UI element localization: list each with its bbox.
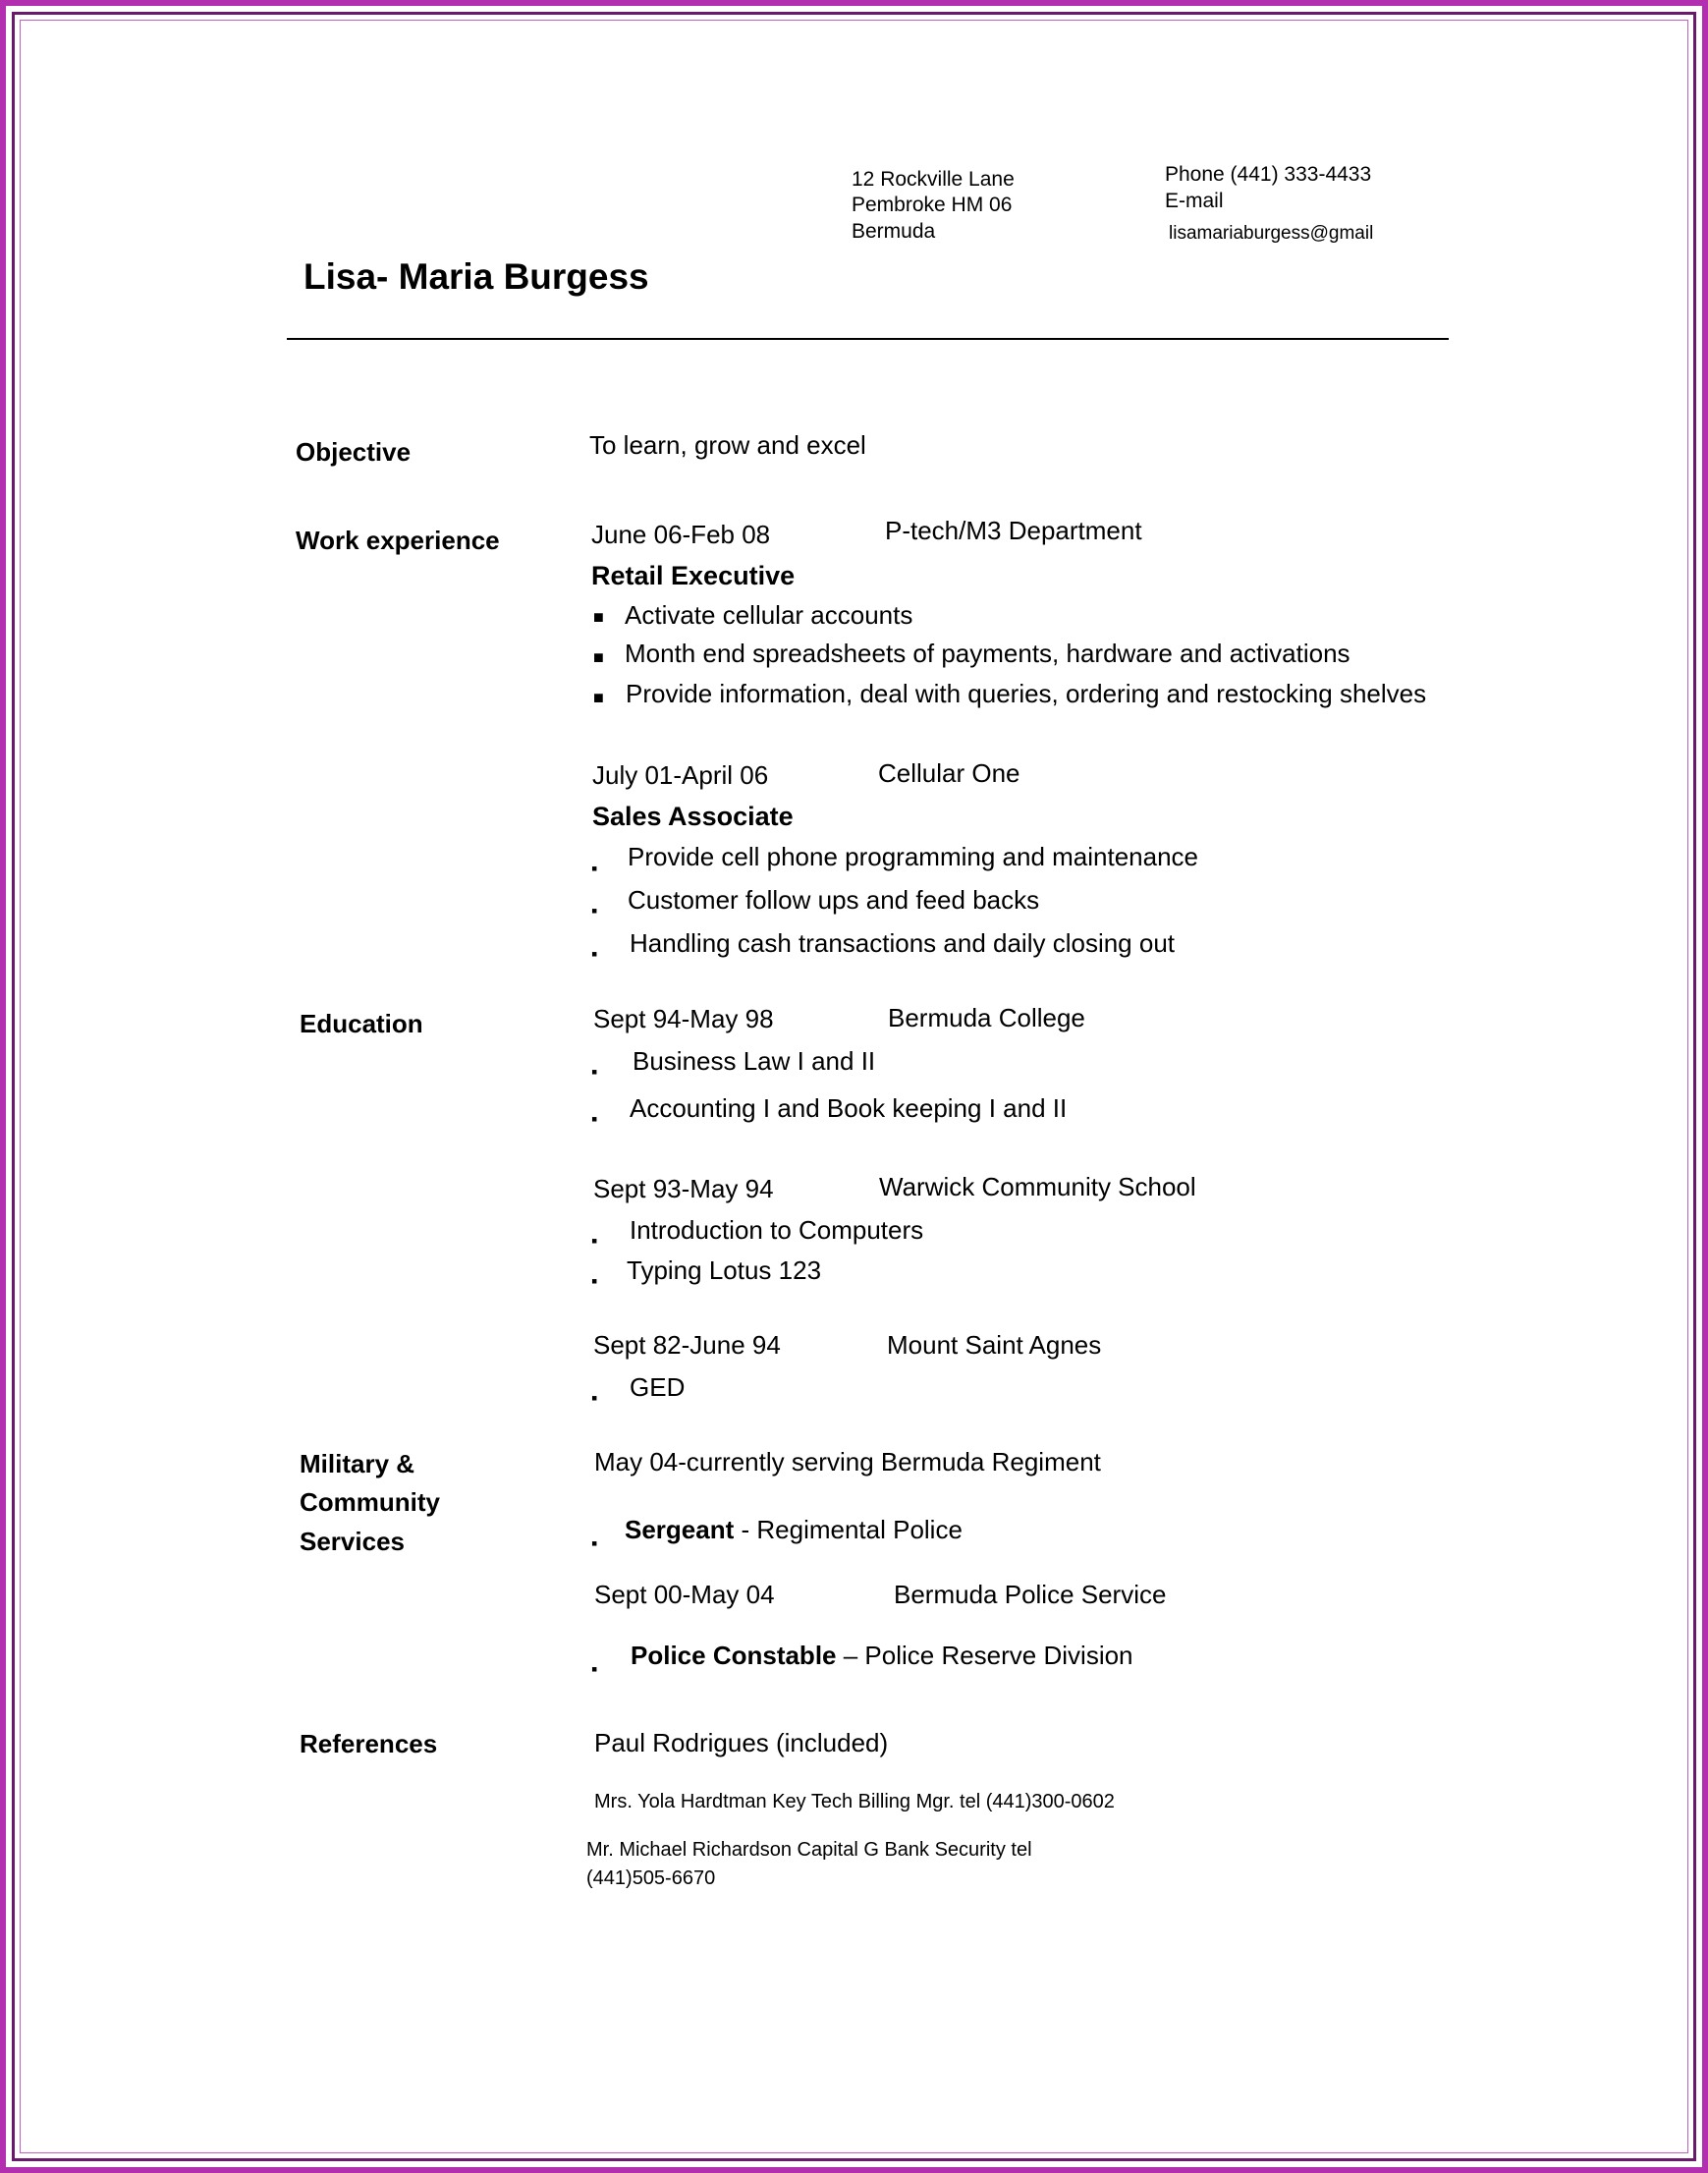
military-1-rank-line: [625, 1517, 963, 1542]
objective-text: To learn, grow and excel: [589, 430, 866, 460]
reference-3-phone: (441)505-6670: [586, 1867, 716, 1889]
job-1-dates: June 06-Feb 08: [591, 520, 771, 549]
job-2-bullet-2: Customer follow ups and feed backs: [628, 885, 1040, 915]
reference-3: Mr. Michael Richardson Capital G Bank Security tel: [586, 1839, 1032, 1861]
bullet-icon: ▪: [591, 1231, 598, 1251]
bullet-icon: ▪: [591, 1388, 598, 1408]
edu-1-bullet-2: Accounting I and Book keeping I and II: [630, 1093, 1068, 1123]
job-1-bullet-2: Month end spreadsheets of payments, hardware and activations: [625, 639, 1350, 668]
job-1-bullet-1: Activate cellular accounts: [625, 600, 913, 630]
bullet-icon: ▪: [591, 1271, 598, 1291]
military-2-rank-line: [631, 1643, 1133, 1668]
edu-3-dates: Sept 82-June 94: [593, 1330, 781, 1360]
military-2-dates: Sept 00-May 04: [594, 1580, 775, 1609]
references-heading: References: [300, 1729, 438, 1758]
candidate-name: Lisa- Maria Burgess: [303, 256, 649, 297]
bullet-icon: ■: [593, 647, 604, 667]
bullet-icon: ▪: [591, 901, 598, 920]
military-1-rank: Sergeant: [625, 1515, 735, 1544]
edu-1-bullet-1: Business Law I and II: [633, 1046, 876, 1076]
military-2-org: Bermuda Police Service: [894, 1580, 1167, 1609]
email-label: E-mail: [1165, 190, 1224, 212]
job-1-bullet-3: Provide information, deal with queries, ordering and restocking shelves: [626, 679, 1427, 708]
military-heading-line-3: Services: [300, 1527, 405, 1556]
edu-3-bullet-1: GED: [630, 1372, 686, 1402]
edu-1-dates: Sept 94-May 98: [593, 1004, 774, 1033]
job-2-bullet-3: Handling cash transactions and daily closing out: [630, 928, 1176, 958]
bullet-icon: ■: [593, 607, 604, 627]
phone: Phone (441) 333-4433: [1165, 163, 1372, 186]
address-line-3: Bermuda: [852, 220, 936, 243]
edu-3-school: Mount Saint Agnes: [887, 1330, 1102, 1360]
bullet-icon: ▪: [591, 1659, 598, 1679]
bullet-icon: ▪: [591, 1533, 598, 1553]
military-2-rank: Police Constable: [631, 1641, 837, 1670]
bullet-icon: ▪: [591, 859, 598, 878]
job-1-title: Retail Executive: [591, 561, 796, 590]
edu-2-dates: Sept 93-May 94: [593, 1174, 774, 1203]
edu-2-bullet-1: Introduction to Computers: [630, 1215, 924, 1245]
bullet-icon: ▪: [591, 1109, 598, 1129]
bullet-icon: ■: [593, 688, 604, 707]
job-2-dates: July 01-April 06: [592, 760, 769, 790]
reference-1: Paul Rodrigues (included): [594, 1728, 889, 1757]
edu-2-bullet-2: Typing Lotus 123: [627, 1255, 822, 1285]
job-1-org: P-tech/M3 Department: [885, 516, 1142, 545]
military-heading-line-1: Military &: [300, 1449, 415, 1478]
job-2-org: Cellular One: [878, 758, 1020, 788]
address-line-1: 12 Rockville Lane: [852, 168, 1015, 191]
work-heading: Work experience: [296, 526, 500, 555]
military-heading-line-2: Community: [300, 1487, 440, 1517]
reference-2: Mrs. Yola Hardtman Key Tech Billing Mgr. tel (441)300-0602: [594, 1791, 1115, 1812]
military-1-detail: - Regimental Police: [734, 1515, 963, 1544]
military-2-detail: – Police Reserve Division: [836, 1641, 1133, 1670]
education-heading: Education: [300, 1009, 423, 1038]
objective-heading: Objective: [296, 437, 412, 467]
address-line-2: Pembroke HM 06: [852, 194, 1013, 216]
edu-1-school: Bermuda College: [888, 1003, 1085, 1032]
bullet-icon: ▪: [591, 944, 598, 964]
bullet-icon: ▪: [591, 1062, 598, 1082]
job-2-title: Sales Associate: [592, 802, 794, 831]
header-divider: [287, 338, 1449, 340]
edu-2-school: Warwick Community School: [879, 1172, 1196, 1201]
military-1-line: May 04-currently serving Bermuda Regiment: [594, 1447, 1101, 1477]
email: lisamariaburgess@gmail: [1169, 223, 1374, 244]
job-2-bullet-1: Provide cell phone programming and maintenance: [628, 842, 1199, 871]
